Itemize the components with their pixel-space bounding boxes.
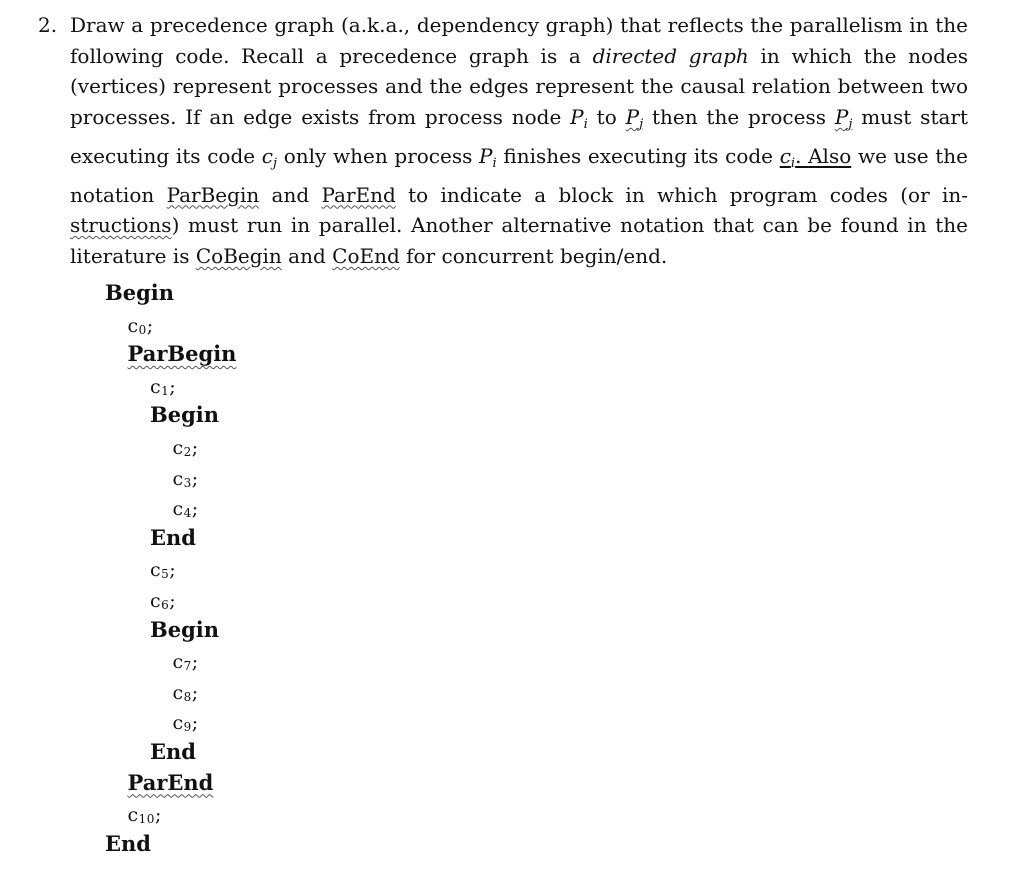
- code-statement-subscript: 10: [138, 812, 155, 827]
- problem-text-segment: directed graph: [592, 43, 749, 68]
- semicolon: ;: [191, 651, 199, 674]
- code-statement-line: [173, 651, 199, 673]
- problem-text-segment: for concurrent begin/end.: [399, 243, 668, 268]
- code-statement-line: [150, 590, 176, 612]
- code-keyword: Begin: [150, 402, 220, 428]
- problem-text-segment: structions: [70, 213, 172, 238]
- problem-text-segment: ParBegin: [166, 182, 260, 207]
- subscript: i: [583, 117, 588, 133]
- code-statement: [128, 315, 154, 337]
- subscript: j: [639, 117, 644, 133]
- semicolon: ;: [169, 590, 177, 612]
- code-statement-base: c: [172, 437, 184, 459]
- problem-text-segment: $P_j$: [625, 105, 644, 133]
- problem-text-segment: ) must run in parallel. Another alternative notation that can be found in the literature is: [70, 213, 968, 268]
- code-keyword-line: [150, 525, 196, 550]
- code-keyword: Begin: [105, 280, 175, 305]
- code-statement-line: [173, 437, 199, 459]
- code-keyword-line: [128, 770, 214, 795]
- problem-text-segment: $P_i$: [570, 105, 588, 133]
- code-statement-subscript: 6: [161, 598, 170, 612]
- problem-text-segment: and: [281, 243, 333, 268]
- semicolon: ;: [191, 437, 199, 459]
- problem-text-segment: Also: [808, 143, 852, 168]
- code-statement-subscript: 2: [183, 445, 192, 459]
- problem-number: 2.: [38, 13, 58, 37]
- problem-text-segment: to: [587, 105, 626, 130]
- code-statement-subscript: 0: [138, 322, 147, 337]
- problem-text-segment: $c_i$: [779, 143, 796, 171]
- problem-text-segment: we use the notation: [70, 143, 968, 207]
- code-statement: [150, 559, 176, 581]
- problem-text-segment: only when process: [277, 143, 480, 168]
- semicolon: ;: [191, 467, 199, 490]
- subscript: i: [492, 155, 497, 171]
- problem-text-segment: $P_j$: [834, 105, 853, 133]
- code-statement-subscript: 8: [183, 689, 192, 704]
- semicolon: ;: [146, 314, 154, 337]
- problem-text-segment: and: [259, 182, 322, 207]
- code-statement-subscript: 5: [161, 567, 170, 582]
- code-statement-line: [128, 804, 162, 826]
- code-keyword-line: [150, 617, 219, 642]
- code-keyword-line: [105, 280, 174, 305]
- code-statement-base: c: [172, 712, 184, 735]
- problem-text-segment: Draw a precedence graph (a.k.a., dependency graph) that reflects the parallelism in the following code. Recall a precedence graph is a: [70, 13, 968, 68]
- code-statement: [150, 376, 176, 398]
- code-statement: [173, 498, 199, 520]
- code-keyword: ParEnd: [127, 769, 214, 795]
- code-statement: [150, 590, 176, 612]
- code-keyword: End: [105, 830, 151, 856]
- semicolon: ;: [191, 712, 199, 735]
- problem-text-segment: in which the nodes (vertices) represent processes and the edges represent the causal relation between two processes. If an edge exists from process node: [70, 43, 968, 130]
- code-statement-base: c: [172, 651, 184, 674]
- semicolon: ;: [169, 375, 177, 398]
- code-statement-line: [173, 682, 199, 704]
- code-keyword-line: [150, 402, 219, 427]
- problem-text-segment: ParEnd: [321, 182, 396, 207]
- problem-text-segment: .: [795, 143, 809, 168]
- code-statement: [173, 682, 199, 704]
- code-statement-line: [150, 376, 176, 398]
- code-keyword: End: [150, 524, 196, 550]
- code-statement-base: c: [150, 559, 162, 582]
- code-statement-base: c: [150, 590, 162, 612]
- problem-paragraph: [70, 10, 968, 272]
- problem-text-segment: finishes executing its code: [496, 143, 780, 168]
- code-keyword-line: [128, 341, 237, 366]
- problem-text-segment: $P_i$: [479, 143, 497, 171]
- code-keyword: Begin: [150, 616, 220, 642]
- code-statement-subscript: 4: [183, 506, 192, 521]
- code-keyword-line: [105, 831, 151, 856]
- code-keyword: End: [150, 739, 196, 764]
- code-statement-base: c: [172, 498, 184, 521]
- semicolon: ;: [191, 681, 199, 704]
- code-statement-subscript: 7: [183, 659, 192, 674]
- semicolon: ;: [191, 498, 199, 521]
- code-statement-line: [150, 559, 176, 581]
- code-statement-base: c: [127, 314, 139, 337]
- code-statement-line: [128, 315, 154, 337]
- code-statement-subscript: 1: [161, 383, 170, 398]
- problem-text-segment: to indicate a block in which program codes (or in-: [395, 182, 968, 207]
- code-statement: [173, 712, 199, 734]
- code-statement-base: c: [150, 375, 162, 398]
- code-statement-line: [173, 712, 199, 734]
- code-statement-subscript: 9: [183, 720, 192, 735]
- code-statement: [173, 437, 199, 459]
- code-statement-subscript: 3: [183, 475, 192, 490]
- semicolon: ;: [169, 559, 177, 582]
- problem-text-segment: CoBegin: [195, 243, 282, 268]
- subscript: j: [848, 117, 853, 133]
- code-keyword: ParBegin: [127, 341, 237, 367]
- problem-text-segment: must start executing its code: [70, 105, 969, 168]
- subscript: j: [272, 155, 278, 171]
- subscript: i: [790, 155, 796, 171]
- code-statement-line: [173, 468, 199, 490]
- problem-text-segment: then the process: [643, 105, 835, 130]
- code-statement: [173, 651, 199, 673]
- semicolon: ;: [154, 804, 162, 827]
- code-statement-base: c: [172, 681, 184, 704]
- code-statement-base: c: [127, 804, 139, 827]
- code-statement: [128, 804, 162, 826]
- code-statement-base: c: [172, 467, 184, 490]
- code-keyword-line: [150, 739, 196, 764]
- problem-text-segment: $c_j$: [261, 143, 278, 171]
- code-statement: [173, 468, 199, 490]
- problem-text-segment: CoEnd: [332, 243, 400, 268]
- code-statement-line: [173, 498, 199, 520]
